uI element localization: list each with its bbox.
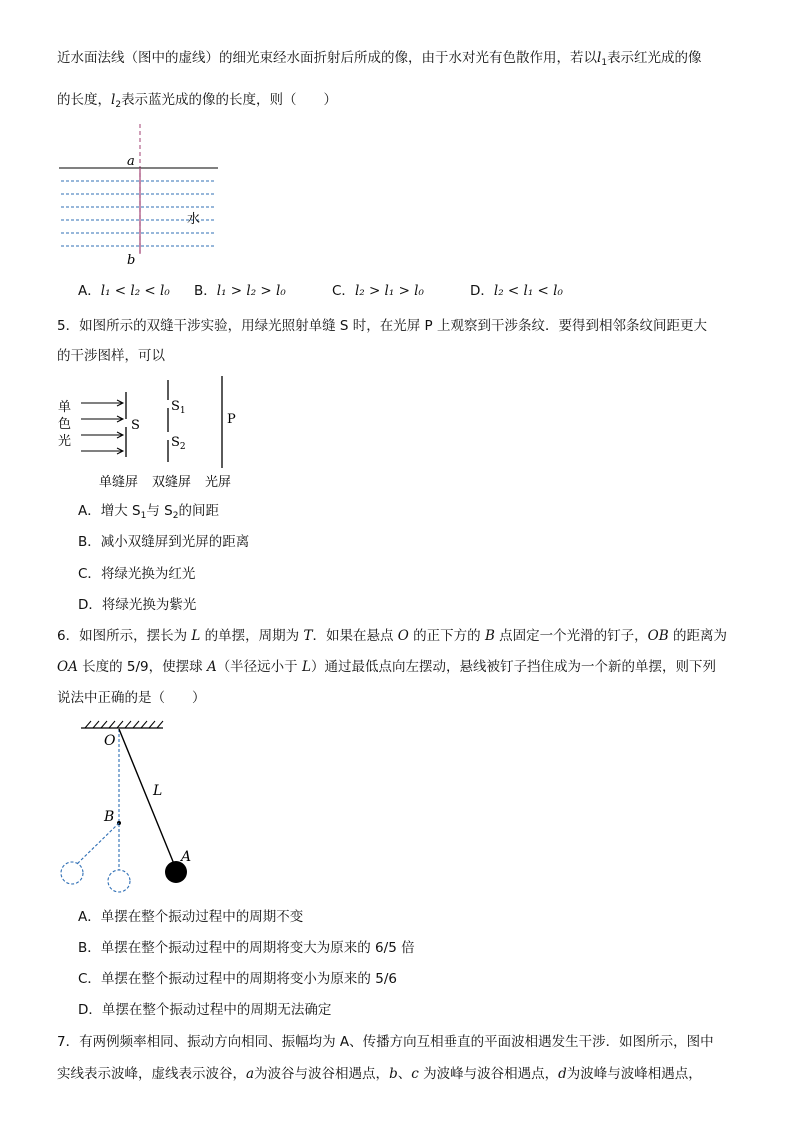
option-text: l₁ < l₂ < l₀	[100, 283, 170, 299]
option-letter: A．	[78, 503, 101, 519]
q5-option-a[interactable]	[78, 501, 219, 526]
q6-text-line2	[57, 657, 716, 677]
q4-option-b[interactable]	[194, 279, 286, 299]
option-text: l₂ < l₁ < l₀	[493, 283, 563, 299]
q4-option-c[interactable]	[332, 279, 424, 299]
option-text: l₁ > l₂ > l₀	[216, 283, 286, 299]
var-c: c	[411, 1066, 419, 1082]
var-l1-sub: 1	[601, 58, 608, 68]
option-text: 减小双缝屏到光屏的距离	[100, 534, 250, 550]
label-a: a	[127, 154, 135, 169]
q6-option-c[interactable]	[78, 969, 397, 989]
q7-text-line2	[57, 1064, 702, 1084]
ceiling-hatch	[85, 721, 163, 728]
q7-line2-part-b: 为波谷与波谷相遇点，	[254, 1066, 390, 1082]
q6-line1-part-d: 的正下方的	[408, 628, 485, 644]
q5-option-c[interactable]	[78, 564, 195, 584]
option-letter: D．	[78, 597, 102, 613]
q5-option-b[interactable]	[78, 532, 249, 552]
q7-line2-part-d: 为波峰与波谷相遇点，	[418, 1066, 559, 1082]
label-P: P	[227, 412, 236, 427]
var-L: L	[191, 628, 201, 644]
option-letter: C．	[78, 566, 101, 582]
option-letter: C．	[78, 971, 101, 987]
var-OA: OA	[57, 659, 78, 675]
var-d: d	[558, 1066, 567, 1082]
var-B: B	[484, 628, 495, 644]
var-A: A	[206, 659, 217, 675]
option-text: 增大 S	[100, 503, 141, 519]
option-text: 单摆在整个振动过程中的周期无法确定	[101, 1002, 332, 1018]
q4-text-line2	[57, 90, 337, 115]
option-text: 将绿光换为紫光	[101, 597, 197, 613]
ball-left-position	[61, 862, 83, 884]
var-l2-sub: 2	[115, 100, 122, 110]
label-L: L	[153, 783, 163, 799]
q6-line2-part-a: 长度的 5/9，使摆球	[77, 659, 207, 675]
q7-text-line1: 7．有两例频率相同、振动方向相同、振幅均为 A、传播方向互相垂直的平面波相遇发生干涉．如图所示，图中	[57, 1034, 714, 1050]
option-text: 单摆在整个振动过程中的周期将变小为原来的 5/6	[100, 971, 397, 987]
light-char-3: 光	[58, 434, 72, 449]
light-char-1: 单	[58, 400, 72, 415]
new-string-dashed	[77, 823, 119, 864]
label-S2: $S_2$	[171, 435, 186, 452]
q6-line1-part-a: 6．如图所示，摆长为	[57, 628, 192, 644]
option-letter: B．	[194, 283, 217, 299]
q6-option-d[interactable]	[78, 1000, 331, 1020]
q6-option-a[interactable]	[78, 907, 303, 927]
var-l2: l	[111, 92, 116, 108]
option-letter: A．	[78, 909, 101, 925]
var-a: a	[246, 1066, 255, 1082]
label-water: 水	[187, 212, 201, 227]
caption-light-screen: 光屏	[205, 475, 232, 490]
option-letter: B．	[78, 534, 101, 550]
light-char-2: 色	[58, 417, 72, 432]
caption-double-slit: 双缝屏	[152, 475, 192, 490]
q4-option-a[interactable]	[78, 279, 170, 299]
q4-line2-part-a: 的长度，	[57, 92, 111, 108]
option-letter: B．	[78, 940, 101, 956]
option-text: 与 S	[146, 503, 173, 519]
q5-text-line1: 5．如图所示的双缝干涉实验，用绿光照射单缝 S 时，在光屏 P 上观察到干涉条纹．要得到相邻条纹间距更大	[57, 318, 707, 334]
q4-line1-part-b: 表示红光成的像	[607, 50, 702, 66]
option-text: l₂ > l₁ > l₀	[354, 283, 424, 299]
ball-bottom-position	[108, 870, 130, 892]
var-T: T	[303, 628, 313, 644]
q5-option-d[interactable]	[78, 595, 196, 615]
light-arrows	[81, 400, 123, 454]
q4-text-line1	[57, 48, 702, 73]
q6-text-line1	[57, 626, 727, 646]
q6-line1-part-b: 的单摆，周期为	[200, 628, 304, 644]
q4-line1-part-a: 近水面法线（图中的虚线）的细光束经水面折射后所成的像，由于水对光有色散作用，若以	[57, 50, 597, 66]
option-text: 的间距	[178, 503, 219, 519]
q7-line2-part-c: 、	[397, 1066, 412, 1082]
var-O: O	[397, 628, 409, 644]
q6-line1-part-e: 点固定一个光滑的钉子，	[494, 628, 648, 644]
option-text: 单摆在整个振动过程中的周期不变	[100, 909, 304, 925]
q6-line1-part-f: 的距离为	[668, 628, 727, 644]
var-l1: l	[597, 50, 602, 66]
label-O: O	[104, 733, 116, 749]
label-S: S	[131, 418, 140, 433]
q4-water-figure	[55, 120, 225, 268]
q7-line2-part-e: 为波峰与波峰相遇点，	[566, 1066, 702, 1082]
option-letter: A．	[78, 283, 101, 299]
var-L: L	[301, 659, 311, 675]
q6-text-line3: 说法中正确的是（ ）	[57, 690, 206, 706]
q4-option-d[interactable]	[470, 279, 563, 299]
option-text: 将绿光换为红光	[100, 566, 196, 582]
var-OB: OB	[647, 628, 669, 644]
q6-line2-part-b: （半径远小于	[216, 659, 302, 675]
label-B: B	[104, 809, 115, 825]
q5-text-line2: 的干涉图样，可以	[57, 348, 165, 364]
option-letter: D．	[470, 283, 494, 299]
q6-line2-part-c: ）通过最低点向左摆动，悬线被钉子挡住成为一个新的单摆，则下列	[310, 659, 716, 675]
q6-option-b[interactable]	[78, 938, 415, 958]
q6-line1-part-c: ．如果在悬点	[312, 628, 398, 644]
pendulum-string	[119, 729, 174, 864]
option-sub: 1	[140, 511, 147, 521]
caption-single-slit: 单缝屏	[99, 475, 139, 490]
label-b: b	[127, 253, 136, 268]
q5-double-slit-figure	[55, 372, 255, 494]
option-sub: 2	[172, 511, 179, 521]
q7-line2-part-a: 实线表示波峰，虚线表示波谷，	[57, 1066, 246, 1082]
label-A: A	[181, 849, 192, 865]
label-S1: $S_1$	[171, 399, 186, 416]
q6-pendulum-figure	[55, 718, 205, 893]
q4-line2-part-b: 表示蓝光成的像的长度，则（ ）	[121, 92, 338, 108]
option-letter: C．	[332, 283, 355, 299]
option-text: 单摆在整个振动过程中的周期将变大为原来的 6/5 倍	[100, 940, 415, 956]
var-b: b	[389, 1066, 398, 1082]
option-letter: D．	[78, 1002, 102, 1018]
